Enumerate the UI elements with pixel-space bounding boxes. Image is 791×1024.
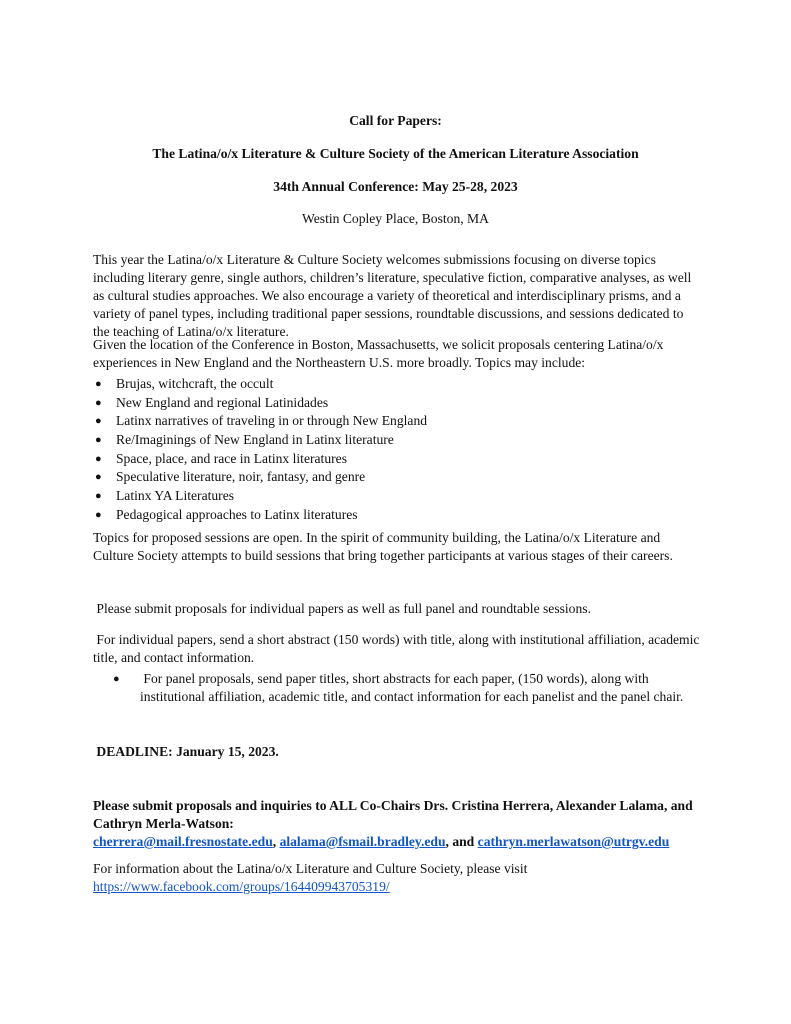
topic-text: Speculative literature, noir, fantasy, and genre bbox=[116, 469, 366, 485]
bullet-icon: ● bbox=[95, 452, 102, 465]
society-heading: The Latina/o/x Literature & Culture Society of the American Literature Association bbox=[152, 146, 639, 161]
bullet-icon: ● bbox=[95, 378, 102, 390]
list-item bbox=[93, 394, 693, 413]
bullet-icon: ● bbox=[95, 396, 102, 409]
topic-text: Space, place, and race in Latinx literatures bbox=[116, 450, 347, 466]
submit-types-paragraph: Please submit proposals for individual papers as well as full panel and roundtable sessions. bbox=[93, 601, 591, 616]
topics-list bbox=[93, 375, 693, 525]
panel-proposals-text: For panel proposals, send paper titles, short abstracts for each paper, (150 words), along with institutional affiliation, academic title, and contact information for each panelist and the panel chair. bbox=[140, 671, 684, 704]
separator: , and bbox=[445, 834, 478, 849]
topic-text: Latinx YA Literatures bbox=[116, 488, 235, 504]
separator: , bbox=[272, 834, 280, 849]
list-item bbox=[93, 468, 693, 487]
topic-text: Brujas, witchcraft, the occult bbox=[116, 376, 274, 391]
list-item bbox=[93, 431, 693, 450]
list-item bbox=[93, 412, 693, 431]
info-paragraph bbox=[93, 860, 703, 896]
bullet-icon: ● bbox=[95, 490, 102, 503]
topic-text: Re/Imaginings of New England in Latinx literature bbox=[116, 432, 394, 448]
bullet-icon: ● bbox=[95, 508, 102, 521]
list-item bbox=[93, 450, 693, 469]
bullet-icon: ● bbox=[95, 471, 102, 484]
topic-text: Pedagogical approaches to Latinx literatures bbox=[116, 506, 358, 522]
bullet-icon: ● bbox=[95, 434, 102, 447]
location-paragraph: Given the location of the Conference in Boston, Massachusetts, we solicit proposals centering Latina/o/x experiences in New England and the Northeastern U.S. more broadly. Topics may include: bbox=[93, 337, 664, 370]
contact-lead: Please submit proposals and inquiries to ALL Co-Chairs Drs. Cristina Herrera, Alexander Lalama, and Cathryn Merla-Watson: bbox=[93, 798, 697, 831]
contact-paragraph bbox=[93, 797, 703, 851]
individual-papers-paragraph: For individual papers, send a short abstract (150 words) with title, along with institutional affiliation, academic title, and contact information. bbox=[93, 632, 703, 665]
email-link-merlawatson[interactable]: cathryn.merlawatson@utrgv.edu bbox=[477, 834, 670, 849]
facebook-group-link[interactable]: https://www.facebook.com/groups/164409943705319/ bbox=[93, 879, 390, 894]
topic-text: New England and regional Latinidades bbox=[116, 394, 329, 410]
list-item bbox=[93, 375, 693, 394]
document-title: Call for Papers: bbox=[349, 113, 442, 128]
open-topics-paragraph: Topics for proposed sessions are open. In the spirit of community building, the Latina/o/x Literature and Culture Society attempts to build sessions that bring together participants at various stages of their careers. bbox=[93, 530, 673, 563]
list-item bbox=[93, 506, 693, 525]
list-item bbox=[93, 487, 693, 506]
deadline: DEADLINE: January 15, 2023. bbox=[93, 744, 279, 759]
bullet-icon: ● bbox=[113, 673, 120, 685]
conference-heading: 34th Annual Conference: May 25-28, 2023 bbox=[273, 179, 518, 194]
topic-text: Latinx narratives of traveling in or through New England bbox=[116, 413, 428, 429]
panel-proposals-item bbox=[93, 670, 703, 706]
bullet-icon: ● bbox=[95, 415, 102, 428]
intro-paragraph: This year the Latina/o/x Literature & Culture Society welcomes submissions focusing on diverse topics including literary genre, single authors, children’s literature, speculative fiction, comparative analyses, as well as cultural studies approaches. We also encourage a variety of theoretical and interdisciplinary prisms, and a variety of panel types, including traditional paper sessions, roundtable discussions, and sessions dedicated to the teaching of Latina/o/x literature. bbox=[93, 252, 692, 339]
email-link-herrera[interactable]: cherrera@mail.fresnostate.edu bbox=[93, 834, 273, 849]
info-text: For information about the Latina/o/x Literature and Culture Society, please visit bbox=[93, 861, 528, 876]
venue-line: Westin Copley Place, Boston, MA bbox=[302, 211, 489, 226]
email-link-lalama[interactable]: alalama@fsmail.bradley.edu bbox=[279, 834, 446, 849]
